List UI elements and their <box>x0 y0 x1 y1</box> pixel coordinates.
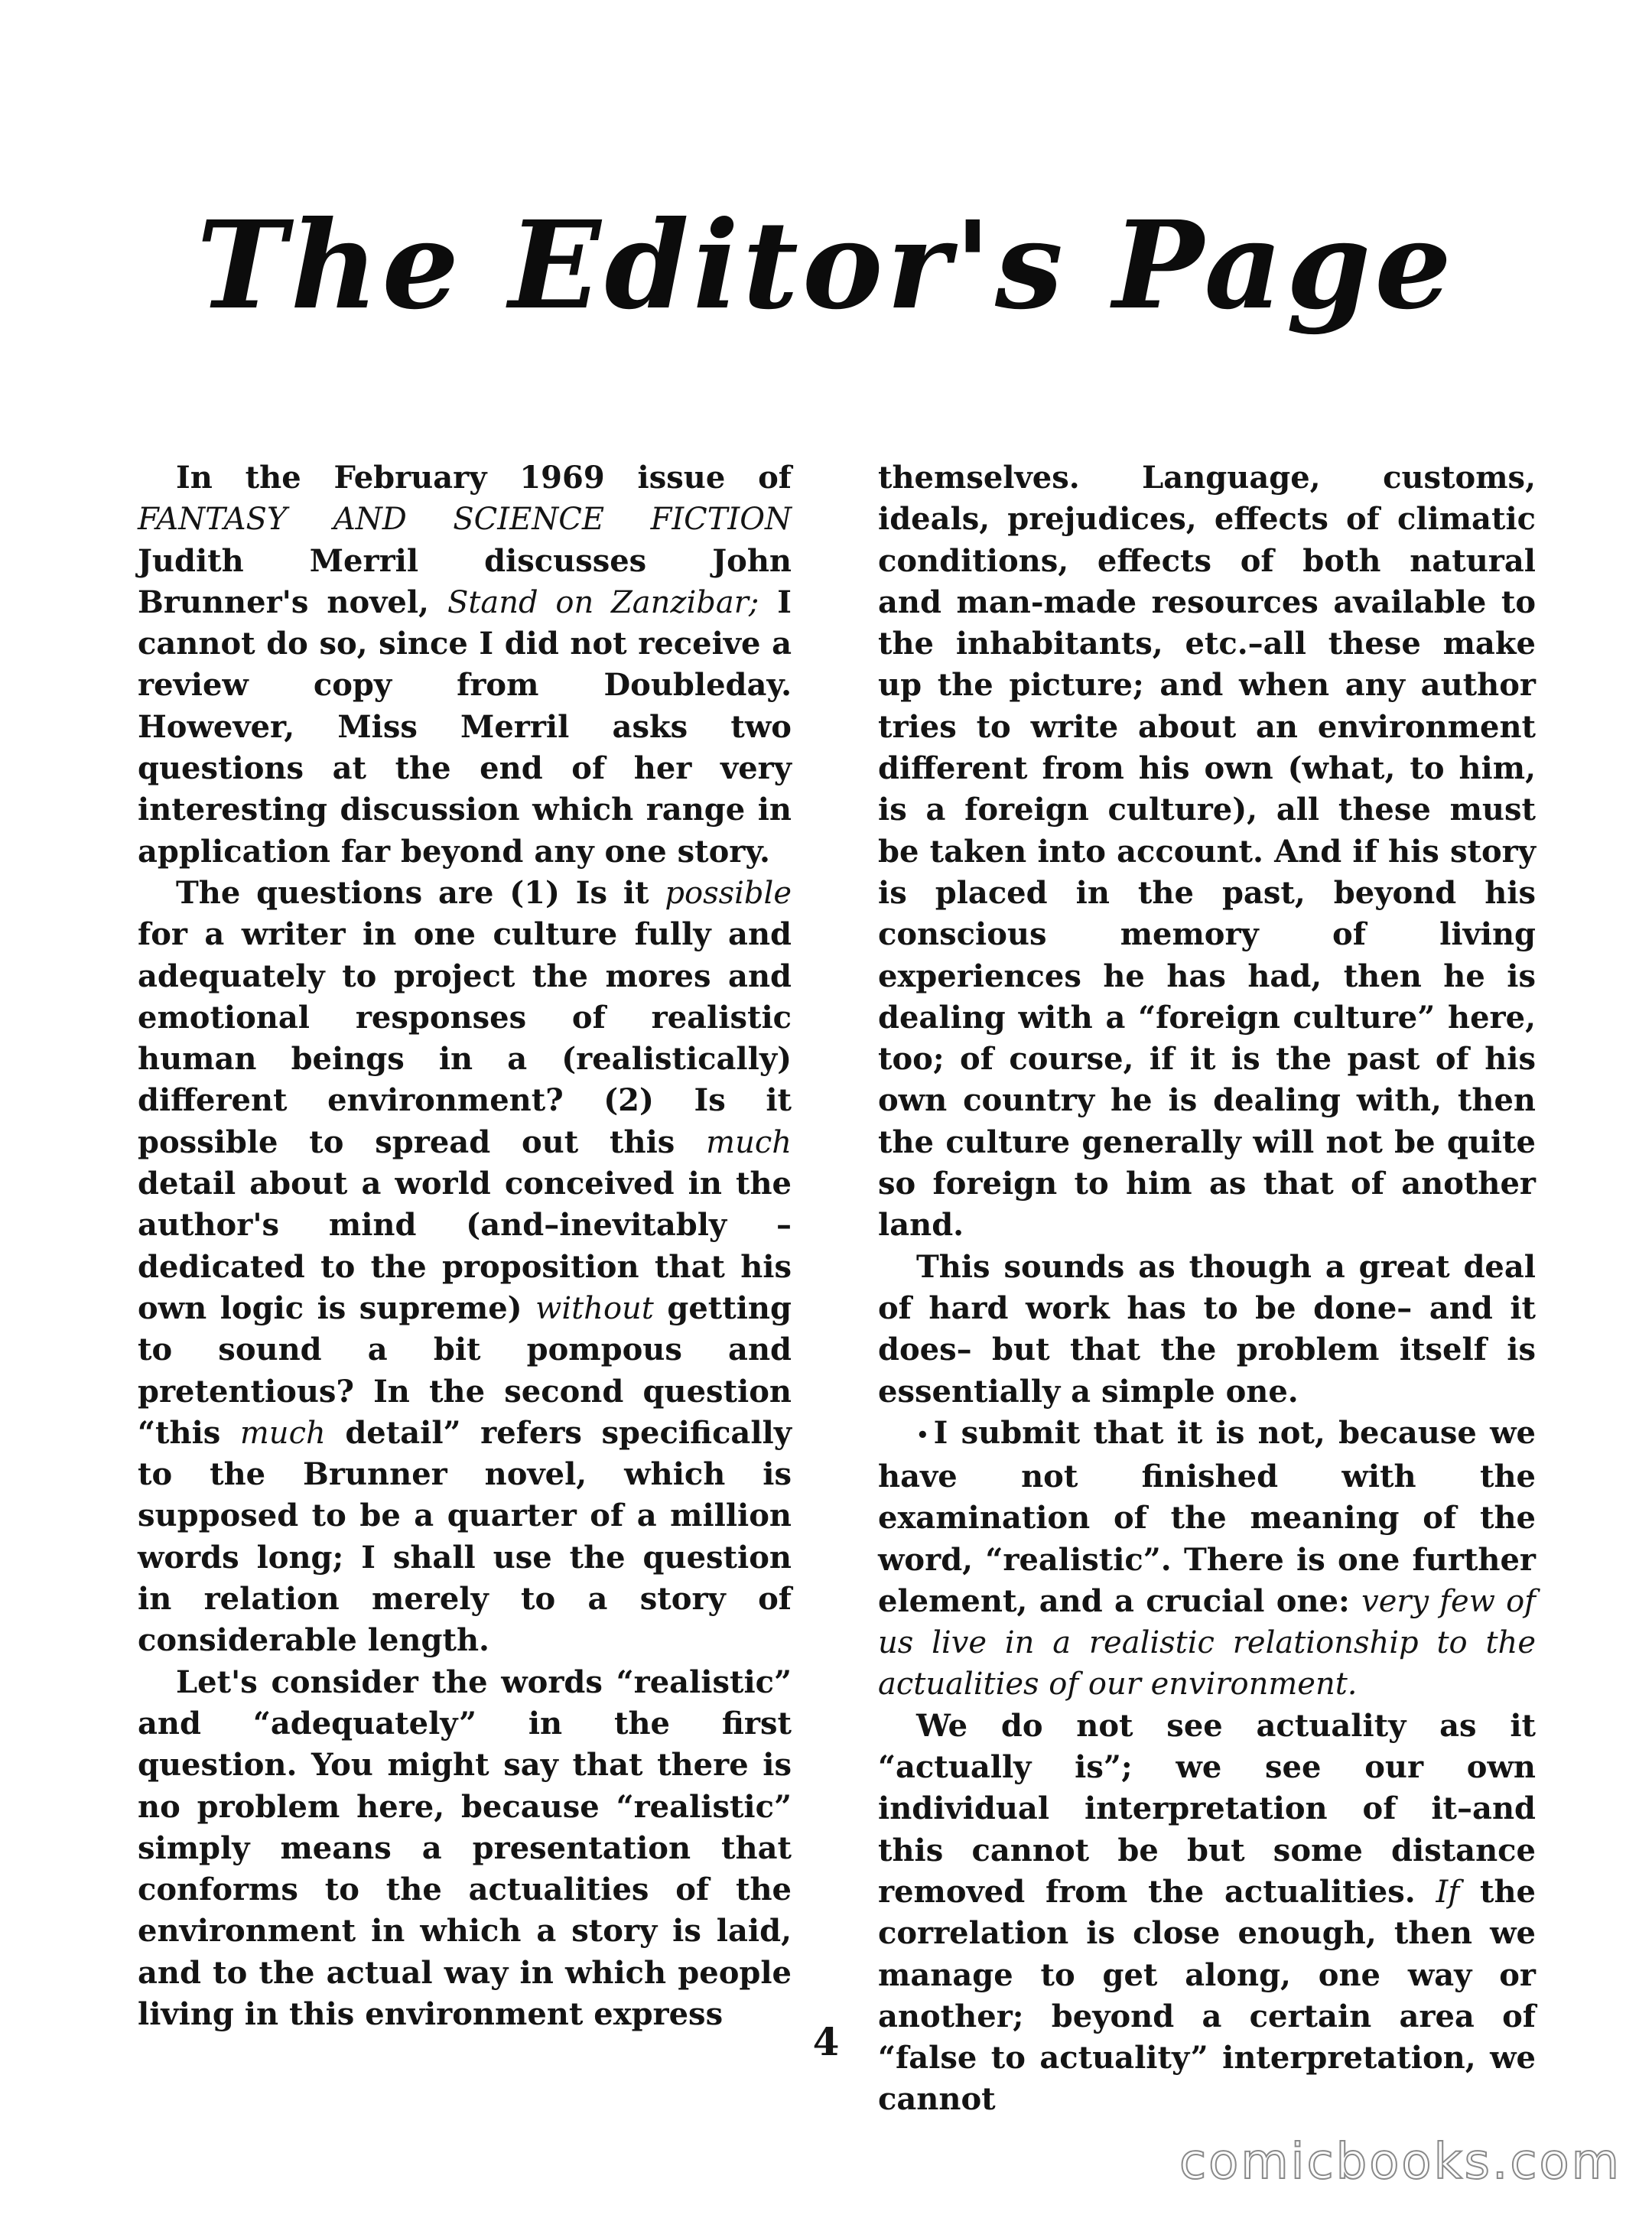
bullet-mark: • <box>916 1423 929 1447</box>
novel-title: Stand on Zanzibar; <box>447 584 759 620</box>
paragraph-1 <box>138 457 792 873</box>
emphasis: If <box>1436 1874 1460 1910</box>
text: detail” refers specifically to the Brunner novel, which is supposed to be a quarter of a million words long; I shall use the question in relation merely to a story of considerable length. <box>138 1414 792 1659</box>
paragraph-continued: themselves. Language, customs, ideals, prejudices, effects of climatic conditions, effects of both natural and man-made resources available to the inhabitants, etc.–all these make up the picture; and when any author tries to write about an environment different from his own (what, to him, is a foreign culture), all these must be taken into account. And if his story is placed in the past, beyond his conscious memory of living experiences he has had, then he is dealing with a “foreign culture” here, too; of course, if it is the past of his own country he is dealing with, then the culture generally will not be quite so foreign to him as that of another land. <box>878 460 1536 1244</box>
text: getting to sound a bit pompous and pretentious? In the second question “this <box>138 1289 792 1451</box>
text: In the February 1969 issue of <box>176 460 792 496</box>
paragraph-4: This sounds as though a great deal of hard work has to be done– and it does– but that the problem itself is essentially a simple one. <box>878 1248 1536 1410</box>
text: I cannot do so, since I did not receive a review copy from Doubleday. However, Miss Merril asks two questions at the end of her very interesting discussion which range in application far beyond any one story. <box>138 584 792 870</box>
paragraph-5 <box>878 1413 1536 1706</box>
text: We do not see actuality as it “actually is”; we see our own individual interpretation of it–and this cannot be but some distance removed from the actualities. <box>878 1707 1536 1910</box>
watermark-logo: comicbooks.com <box>1179 2134 1621 2190</box>
text: I submit that it is not, because we have not finished with the examination of the meaning of the word, “realistic”. There is one further element, and a crucial one: <box>878 1414 1536 1619</box>
column-left <box>138 457 792 2035</box>
column-right <box>878 457 1536 2121</box>
emphasis: without <box>535 1290 654 1326</box>
magazine-title: FANTASY AND SCIENCE FICTION <box>138 502 792 538</box>
page-number: 4 <box>812 2019 840 2064</box>
emphasis: very few of us live in a realistic relationship to the actualities of our environment. <box>878 1583 1536 1703</box>
paragraph-3: Let's consider the words “realistic” and “adequately” in the first question. You might say that there is no problem here, because “realistic” simply means a presentation that conforms to the actualities of the environment in which a story is laid, and to the actual way in which people living in this environment express <box>138 1664 792 2032</box>
paragraph-2 <box>138 873 792 1662</box>
page-title: The Editor's Page <box>197 195 1455 337</box>
text: The questions are (1) Is it <box>176 874 665 911</box>
emphasis: much <box>239 1415 326 1451</box>
emphasis: much <box>706 1124 792 1160</box>
text: Judith Merril discusses John Brunner's novel, <box>138 542 792 620</box>
text: detail about a world conceived in the author's mind (and–inevitably –dedicated to the proposition that his own logic is supreme) <box>138 1166 792 1326</box>
text: the correlation is close enough, then we manage to get along, one way or another; beyond a certain area of “false to actuality” interpretation, we cannot <box>878 1873 1537 2118</box>
emphasis: possible <box>665 875 792 911</box>
text: for a writer in one culture fully and adequately to project the mores and emotional responses of realistic human beings in a (realistically) different environment? (2) Is it possible to spread out this <box>138 916 792 1160</box>
